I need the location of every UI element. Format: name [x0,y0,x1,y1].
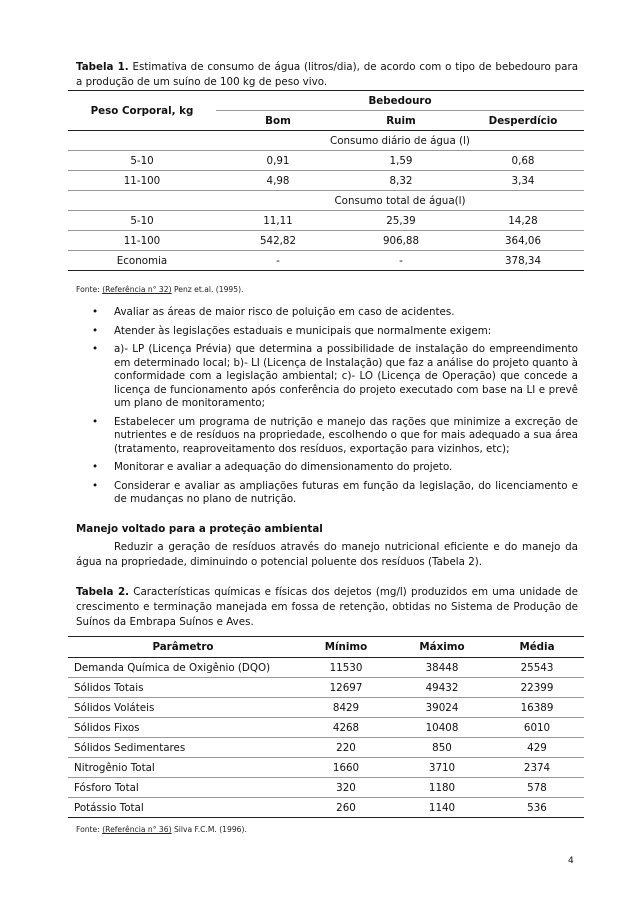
cell: 2374 [523,761,551,774]
cell: 11,11 [263,214,293,227]
cell: 906,88 [382,234,420,247]
page-number: 4 [568,856,574,866]
cell: 16389 [520,701,554,714]
cell: 3710 [428,761,456,774]
list-item [92,343,578,411]
cell: 4268 [332,721,360,734]
waste-characteristics-table [68,636,584,818]
source-suffix: Penz et.al. (1995). [171,285,244,294]
table-row [68,171,584,191]
cell: 39024 [425,701,459,714]
list-item-text: Monitorar e avaliar a adequação do dimensionamento do projeto. [114,461,453,473]
cell: 10408 [425,721,459,734]
table2-caption-text: Características químicas e físicas dos dejetos (mg/l) produzidos em uma unidade de crescimento e terminação manejada em fossa de retenção, obtidas no Sistema de Produção de Suínos da Embrapa Suínos e Aves. [76,586,578,628]
cell: 1660 [332,761,360,774]
recommendations-list [92,306,578,512]
list-item-text: a)- LP (Licença Prévia) que determina a possibilidade de instalação do empreendimento em determinado local; b)- LI (Licença de Instalação) que faz a análise do projeto quanto à conformidade com a legislação ambiental; c)- LO (Licença de Operação) que concede a licença de funcionamento após conferência do projeto executado com base na LI e prevê um plano de monitoramento; [114,343,578,409]
cell: - [340,251,462,271]
list-item [92,416,578,457]
col-header-desperdicio: Desperdício [462,111,584,131]
table-row [68,658,584,678]
cell: 542,82 [259,234,297,247]
cell: Sólidos Fixos [74,721,140,734]
cell: 12697 [329,681,363,694]
cell: 220 [336,741,356,754]
cell: Fósforo Total [74,781,139,794]
section-paragraph: Reduzir a geração de resíduos através do manejo nutricional eficiente e do manejo da água na propriedade, diminuindo o potencial poluente dos resíduos (Tabela 2). [76,541,578,568]
col-header-ruim: Ruim [340,111,462,131]
col-header-maximo: Máximo [394,637,490,658]
cell: Nitrogênio Total [74,761,155,774]
cell: Sólidos Totais [74,681,144,694]
table1-caption [76,60,578,90]
cell: 8,32 [389,174,413,187]
cell: Sólidos Sedimentares [74,741,186,754]
list-item-text: Estabelecer um programa de nutrição e manejo das rações que minimize a excreção de nutrientes e de resíduos na propriedade, escolhendo o que for mais adequado a sua área (tratamento, reaproveitamento dos resíduos, exportação para vizinhos, etc); [114,415,578,455]
bullet-icon: • [92,415,99,428]
table-row [68,231,584,251]
bullet-icon: • [92,461,99,473]
table2-source [76,825,247,834]
cell: Demanda Química de Oxigênio (DQO) [74,661,271,674]
cell: 0,91 [266,154,290,167]
cell: 22399 [520,681,554,694]
section-heading: Manejo voltado para a proteção ambiental [76,523,323,535]
cell: 429 [527,741,547,754]
col-header-media: Média [490,637,584,658]
col-header-body-weight: Peso Corporal, kg [68,91,216,131]
water-consumption-table [68,90,584,271]
cell: 0,68 [511,154,535,167]
table1-label: Tabela 1. [76,61,129,73]
cell: 378,34 [462,251,584,271]
cell: 3,34 [511,174,535,187]
table2-caption [76,585,578,630]
table2-label: Tabela 2. [76,586,130,598]
list-item [92,306,578,320]
reference-link[interactable]: (Referência n° 32) [102,285,172,294]
cell: 1180 [428,781,456,794]
section-spacer [68,131,216,151]
table-row [68,718,584,738]
cell: 364,06 [504,234,542,247]
list-item-text: Considerar e avaliar as ampliações futuras em função da legislação, do licenciamento e de mudanças no plano de nutrição. [114,479,578,505]
list-item [92,480,578,507]
cell: 5-10 [130,154,154,167]
bullet-icon: • [92,306,99,318]
cell: 25,39 [386,214,416,227]
cell: 578 [527,781,547,794]
table-row [68,211,584,231]
cell: 25543 [520,661,554,674]
cell: 11-100 [123,174,161,187]
bullet-icon: • [92,479,99,492]
cell: 5-10 [130,214,154,227]
list-item-text: Atender às legislações estaduais e municipais que normalmente exigem: [114,324,492,337]
source-prefix: Fonte: [76,825,103,834]
cell: 49432 [425,681,459,694]
cell: Economia [68,251,216,271]
table-row [68,798,584,818]
cell: - [216,251,340,271]
cell: 8429 [332,701,360,714]
col-header-bom: Bom [216,111,340,131]
table-row [68,758,584,778]
bullet-icon: • [92,343,99,355]
col-header-minimo: Mínimo [298,637,394,658]
table-row [68,738,584,758]
table-row [68,678,584,698]
list-item [92,461,578,475]
table-row [68,151,584,171]
cell: 260 [298,798,394,818]
cell: 14,28 [508,214,538,227]
section-spacer [68,191,216,211]
cell: Sólidos Voláteis [74,701,155,714]
list-item [92,325,578,339]
table1-source [76,285,243,294]
section-daily-consumption: Consumo diário de água (l) [330,134,470,147]
reference-link[interactable]: (Referência n° 36) [102,825,172,834]
cell: Potássio Total [68,798,298,818]
cell: 850 [432,741,452,754]
bullet-icon: • [92,324,99,337]
col-header-parametro: Parâmetro [68,637,298,658]
section-total-consumption: Consumo total de água(l) [334,194,466,207]
cell: 6010 [523,721,551,734]
cell: 1,59 [389,154,413,167]
cell: 536 [490,798,584,818]
source-suffix: Silva F.C.M. (1996). [171,825,247,834]
table-row [68,778,584,798]
source-prefix: Fonte: [76,285,103,294]
table-row [68,251,584,271]
table1-caption-text: Estimativa de consumo de água (litros/dia), de acordo com o tipo de bebedouro para a produção de um suíno de 100 kg de peso vivo. [76,61,578,88]
table-row [68,698,584,718]
cell: 38448 [425,661,459,674]
cell: 4,98 [266,174,290,187]
list-item-text: Avaliar as áreas de maior risco de poluição em caso de acidentes. [114,306,455,318]
cell: 11-100 [123,234,161,247]
cell: 11530 [329,661,363,674]
cell: 1140 [394,798,490,818]
col-group-bebedouro: Bebedouro [216,91,584,111]
cell: 320 [336,781,356,794]
